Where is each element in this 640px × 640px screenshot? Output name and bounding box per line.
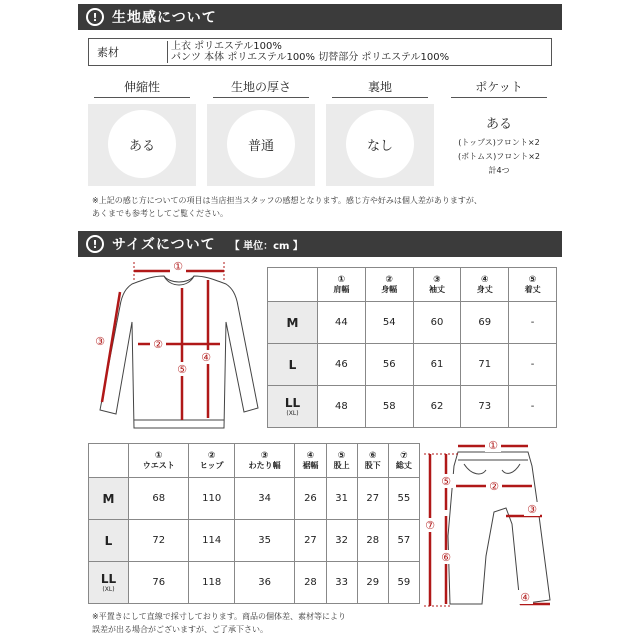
material-line-pants: パンツ 本体 ポリエステル100% 切替部分 ポリエステル100% (171, 52, 450, 63)
table-cell: 62 (413, 386, 461, 428)
feature-stretch (88, 76, 196, 186)
table-cell: 35 (234, 520, 294, 562)
tops-size-table (267, 267, 557, 428)
feature-value: 普通 (227, 110, 295, 178)
pants-header-4: ④ 裾幅 (295, 444, 326, 478)
feature-panel (88, 104, 196, 186)
shirt-diagram (90, 258, 270, 438)
pants-outline (448, 452, 550, 604)
material-box (88, 38, 552, 66)
pants-header-5: ⑤ 股上 (326, 444, 357, 478)
pants-header-2: ② ヒップ (189, 444, 234, 478)
feature-lining (326, 76, 434, 186)
size-label: LL (XL) (268, 386, 318, 428)
pants-header-6: ⑥ 股下 (357, 444, 388, 478)
feature-pocket (445, 76, 553, 186)
table-row (89, 520, 420, 562)
pants-header-7: ⑦ 総丈 (388, 444, 419, 478)
table-cell: 114 (189, 520, 234, 562)
table-cell: 48 (318, 386, 366, 428)
shirt-label-4: ④ (201, 351, 211, 364)
table-cell: 57 (388, 520, 419, 562)
table-cell: 55 (388, 478, 419, 520)
shirt-label-1: ① (173, 260, 183, 273)
exclamation-icon: ! (86, 235, 104, 253)
pants-label-2: ② (489, 480, 499, 493)
feature-thickness (207, 76, 315, 186)
table-cell: 72 (129, 520, 189, 562)
table-cell: 58 (365, 386, 413, 428)
pants-label-4: ④ (520, 591, 530, 604)
feature-value: ある (108, 110, 176, 178)
shirt-outline (100, 276, 258, 428)
size-unit: 【 単位：cm 】 (229, 240, 303, 252)
table-cell: 29 (357, 562, 388, 604)
table-cell: - (509, 344, 557, 386)
material-values (167, 41, 449, 63)
feature-label: 伸縮性 (94, 76, 190, 98)
size-label: L (89, 520, 129, 562)
size-label: LL (XL) (89, 562, 129, 604)
table-cell: 44 (318, 302, 366, 344)
table-cell: 28 (357, 520, 388, 562)
feature-panel (326, 104, 434, 186)
pocket-detail-line: 計4つ (488, 165, 510, 175)
size-section-title: サイズについて (112, 237, 216, 253)
size-note-line: ※平置きにして直線で採寸しております。商品の個体差、素材等により (92, 612, 347, 621)
table-row (89, 562, 420, 604)
table-cell: 118 (189, 562, 234, 604)
exclamation-icon: ! (86, 8, 104, 26)
pants-label-5: ⑤ (441, 475, 451, 488)
size-note (92, 610, 346, 636)
table-cell: 68 (129, 478, 189, 520)
pants-label-6: ⑥ (441, 551, 451, 564)
table-cell: 59 (388, 562, 419, 604)
size-label: M (268, 302, 318, 344)
table-cell: 34 (234, 478, 294, 520)
table-cell: 54 (365, 302, 413, 344)
table-cell: 73 (461, 386, 509, 428)
table-cell: 76 (129, 562, 189, 604)
pants-header-1: ① ウエスト (129, 444, 189, 478)
table-row (268, 344, 557, 386)
shirt-label-3: ③ (95, 335, 105, 348)
feature-panel (207, 104, 315, 186)
feature-label: 裏地 (332, 76, 428, 98)
table-cell: - (509, 386, 557, 428)
table-cell: 71 (461, 344, 509, 386)
table-cell: 46 (318, 344, 366, 386)
size-note-line: 誤差が出る場合がございますが、ご了承下さい。 (92, 625, 268, 634)
fabric-note (92, 194, 482, 220)
material-label: 素材 (97, 46, 119, 59)
pants-label-1: ① (488, 439, 498, 452)
tops-header-5: ⑤ 着丈 (509, 268, 557, 302)
table-row (89, 478, 420, 520)
pants-size-table (88, 443, 420, 604)
pants-label-3: ③ (527, 503, 537, 516)
pants-diagram (420, 436, 560, 612)
tops-header-1: ① 肩幅 (318, 268, 366, 302)
pants-label-7: ⑦ (425, 519, 435, 532)
table-cell: 31 (326, 478, 357, 520)
table-row (268, 386, 557, 428)
tops-header-2: ② 身幅 (365, 268, 413, 302)
size-label: M (89, 478, 129, 520)
material-line-tops: 上衣 ポリエステル100% (171, 41, 282, 52)
pocket-detail-line: (ボトムス)フロント×2 (457, 151, 541, 161)
table-cell: 69 (461, 302, 509, 344)
table-cell: 28 (295, 562, 326, 604)
table-cell: 56 (365, 344, 413, 386)
fabric-section-title: 生地感について (112, 10, 217, 26)
table-cell: 61 (413, 344, 461, 386)
table-cell: 27 (357, 478, 388, 520)
table-cell: 33 (326, 562, 357, 604)
table-cell: 26 (295, 478, 326, 520)
table-row (268, 302, 557, 344)
feature-label: 生地の厚さ (213, 76, 309, 98)
feature-label: ポケット (451, 76, 547, 98)
tops-header-3: ③ 袖丈 (413, 268, 461, 302)
feature-value: ある (485, 116, 512, 132)
fabric-section-header (78, 4, 562, 30)
size-section-header (78, 231, 562, 257)
table-cell: 60 (413, 302, 461, 344)
table-cell: 27 (295, 520, 326, 562)
table-cell: - (509, 302, 557, 344)
table-cell: 110 (189, 478, 234, 520)
pants-header-3: ③ わたり幅 (234, 444, 294, 478)
feature-value: なし (346, 110, 414, 178)
shirt-label-5: ⑤ (177, 363, 187, 376)
shirt-label-2: ② (153, 338, 163, 351)
table-cell: 32 (326, 520, 357, 562)
table-cell: 36 (234, 562, 294, 604)
pocket-detail-line: (トップス)フロント×2 (458, 137, 540, 147)
fabric-note-line: ※上記の感じ方についての項目は当店担当スタッフの感想となります。感じ方や好みは個人差がありますが、 (92, 196, 482, 205)
pocket-details (445, 104, 553, 186)
fabric-note-line: あくまでも参考としてご覧ください。 (92, 209, 228, 218)
size-label: L (268, 344, 318, 386)
tops-header-4: ④ 身丈 (461, 268, 509, 302)
feature-panel (445, 104, 553, 186)
